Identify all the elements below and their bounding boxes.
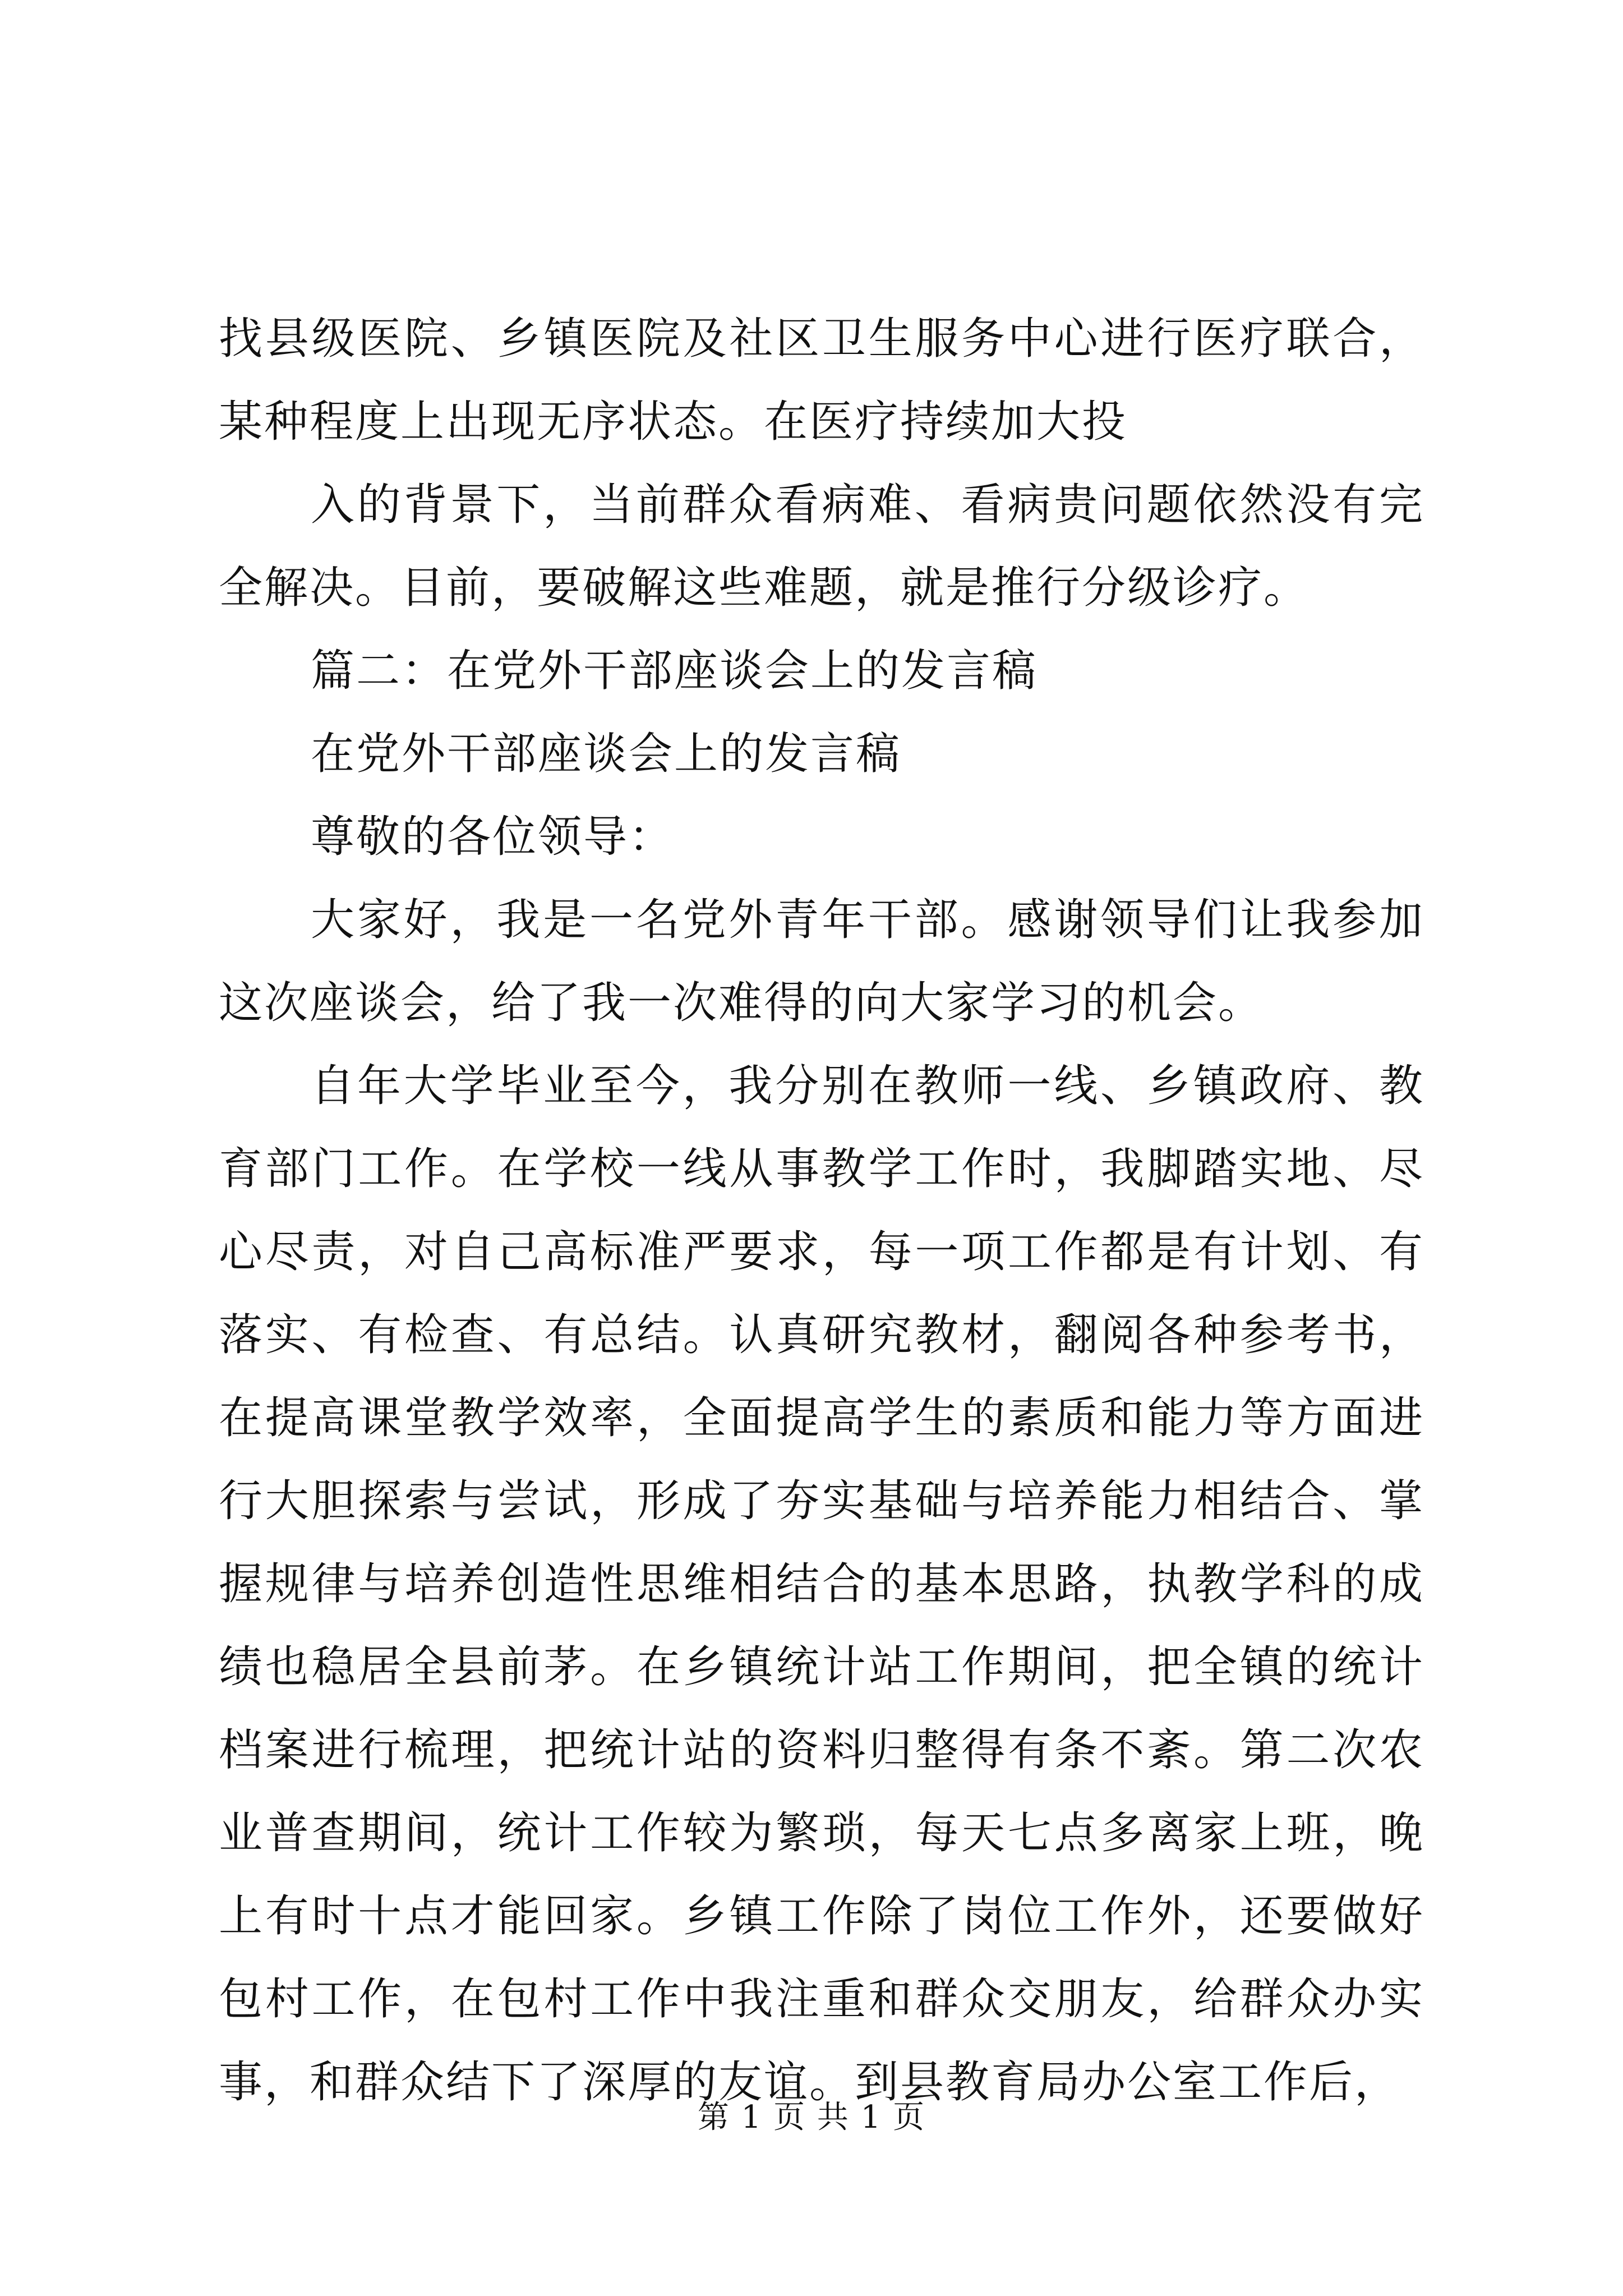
document-body	[219, 297, 1424, 2124]
page-footer: 第 1 页 共 1 页	[697, 2099, 926, 2136]
paragraph-2: 入的背景下，当前群众看病难、看病贵问题依然没有完全解决。目前，要破解这些难题，就是推行分级诊疗。	[219, 480, 1424, 613]
salutation: 尊敬的各位领导：	[311, 812, 675, 862]
paragraph-experience: 自年大学毕业至今，我分别在教师一线、乡镇政府、教育部门工作。在学校一线从事教学工作时，我脚踏实地、尽心尽责，对自己高标准严要求，每一项工作都是有计划、有落实、有检查、有总结。认真研究教材，翻阅各种参考书，在提高课堂教学效率，全面提高学生的素质和能力等方面进行大胆探索与尝试，形成了夯实基础与培养能力相结合、掌握规律与培养创造性思维相结合的基本思路，执教学科的成绩也稳居全县前茅。在乡镇统计站工作期间，把全镇的统计档案进行梳理，把统计站的资料归整得有条不紊。第二次农业普查期间，统计工作较为繁琐，每天七点多离家上班，晚上有时十点才能回家。乡镇工作除了岗位工作外，还要做好包村工作，在包村工作中我注重和群众交朋友，给群众办实事，和群众结下了深厚的友谊。到县教育局办公室工作后，	[219, 1061, 1424, 2108]
paragraph-1: 找县级医院、乡镇医院及社区卫生服务中心进行医疗联合，某种程度上出现无序状态。在医疗持续加大投	[219, 314, 1424, 447]
speech-title: 在党外干部座谈会上的发言稿	[311, 729, 902, 779]
section-heading: 篇二：在党外干部座谈会上的发言稿	[311, 646, 1038, 696]
paragraph-greeting: 大家好，我是一名党外青年干部。感谢领导们让我参加这次座谈会，给了我一次难得的向大家学习的机会。	[219, 895, 1424, 1028]
